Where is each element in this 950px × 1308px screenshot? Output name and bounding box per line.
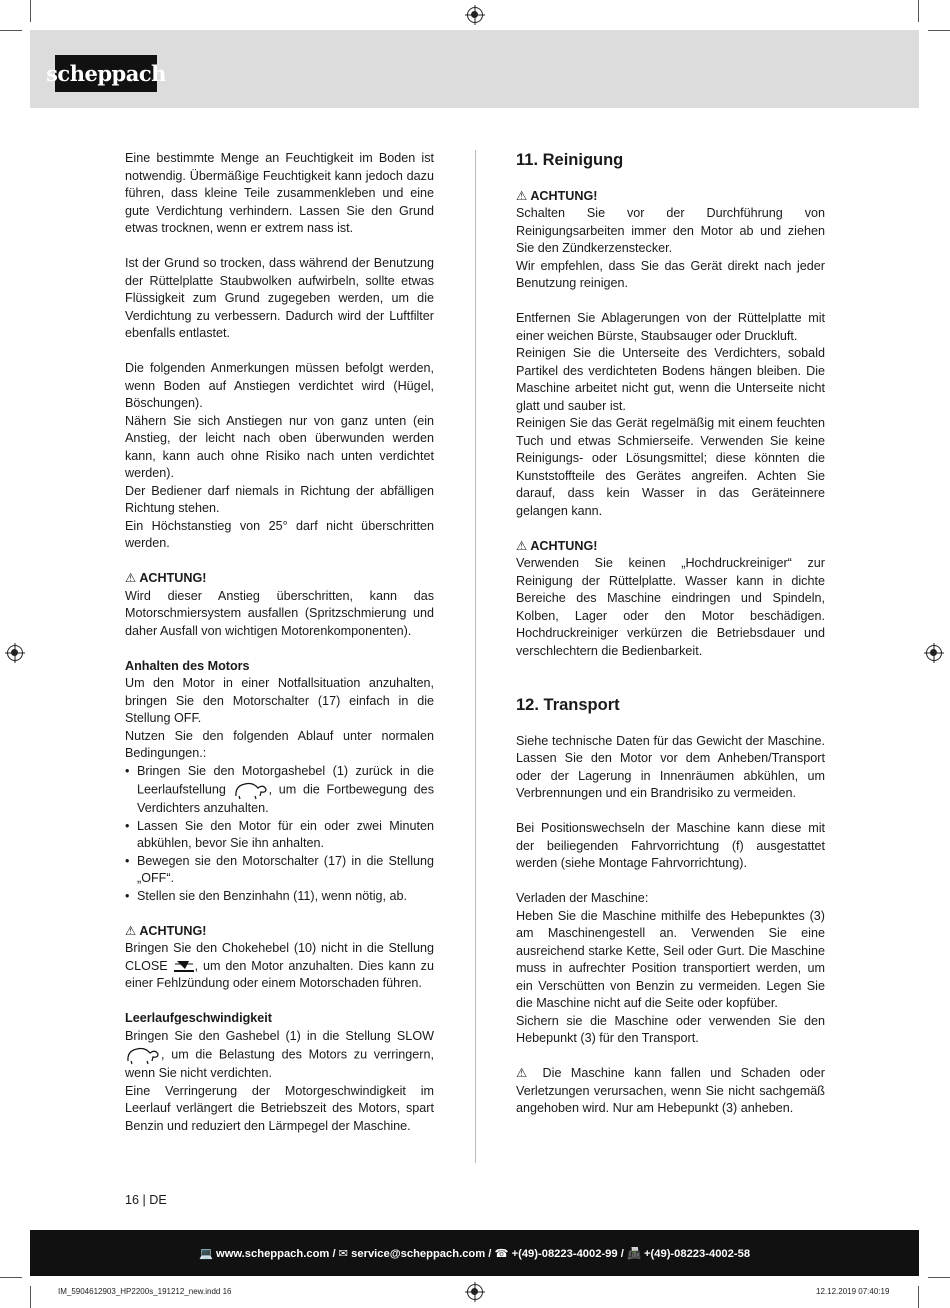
crop-mark [918,1286,919,1308]
list-item: • Stellen sie den Benzinhahn (11), wenn nötig, ab. [125,888,434,906]
crop-mark [0,30,22,31]
paragraph: Die folgenden Anmerkungen müssen befolgt werden, wenn Boden auf Anstiegen verdichtet wird (Hügel, Böschungen). [125,361,434,410]
turtle-icon [125,1045,161,1065]
text-run: , um die Belastung des Motors zu verringern, wenn Sie nicht verdichten. [125,1047,434,1080]
paragraph: Heben Sie die Maschine mithilfe des Hebepunktes (3) am Maschinengestell an. Verwenden Sie eine ausreichend starke Kette, Seil oder Gurt. Die Maschine muss in aufrechter Position transportiert werden, um ein Verschütten von Benzin zu vermeiden. Legen Sie die Maschine nicht auf die Seite oder kopfüber. [516,908,825,1010]
list-item: • Lassen Sie den Motor für ein oder zwei Minuten abkühlen, bevor Sie ihn anhalten. [125,818,434,853]
paragraph: Nähern Sie sich Anstiegen nur von ganz unten (ein Anstieg, der leicht nach oben überwunden werden kann, kann auch ohne Risiko nach unten verdichtet werden). [125,413,434,480]
list-item-text: Bringen Sie den Motorgashebel (1) zurück in die Leerlaufstellung [137,763,434,797]
paragraph: Nutzen Sie den folgenden Ablauf unter normalen Bedingungen.: [125,728,434,760]
warning-heading: ⚠ ACHTUNG! [125,571,207,585]
warning-heading: ⚠ ACHTUNG! [125,923,207,938]
crop-mark [0,1277,22,1278]
brand-logo: scheppach [55,55,157,92]
text-run: , um den Motor anzuhalten. Dies kann zu einer Fehlzündung oder einem Motorschaden führen. [125,958,434,990]
paragraph: Reinigen Sie die Unterseite des Verdichters, sobald Partikel des verdichteten Bodens hängen bleiben. Die Maschine arbeitet nicht gut, wenn die Unterseite nicht glatt und sauber ist. [516,346,825,413]
contact-footer [30,1230,919,1276]
footer-fax: 📠 +(49)-08223-4002-58 [626,1247,751,1260]
page-number: 16 | DE [125,1193,167,1207]
text-run: Bringen Sie den Chokehebel (10) nicht in die Stellung CLOSE [125,941,434,973]
paragraph: Verladen der Maschine: [516,891,649,905]
section-heading: 12. Transport [516,696,620,714]
print-slug-date: 12.12.2019 07:40:19 [816,1287,890,1296]
paragraph: Wird dieser Anstieg überschritten, kann das Motorschmiersystem ausfallen (Spritzschmierung und daher Ausfall von wichtigen Motorenkomponenten). [125,588,434,638]
crop-mark [918,0,919,22]
paragraph: Eine Verringerung der Motorgeschwindigkeit im Leerlauf verlängert die Betriebszeit des Motors, spart Benzin und reduziert den Lärmpegel der Maschine. [125,1083,434,1133]
column-divider [475,150,476,1163]
text-run: Bringen Sie den Gashebel (1) in die Stellung SLOW [125,1028,434,1043]
paragraph: Eine bestimmte Menge an Feuchtigkeit im Boden ist notwendig. Übermäßige Feuchtigkeit kann jedoch dazu führen, dass kleine Teile zusammenkleben und eine gute Verdichtung verhindern. Lassen Sie den Grund etwas trocknen, wenn er extrem nass ist. [125,151,434,235]
paragraph: Reinigen Sie das Gerät regelmäßig mit einem feuchten Tuch und etwas Schmierseife. Verwenden Sie keine Reinigungs- oder Lösungsmittel; diese könnten die Kunststoffteile des Gerätes angreifen. Achten Sie darauf, dass kein Wasser in das Geräteinnere gelangen kann. [516,416,825,518]
paragraph: Entfernen Sie Ablagerungen von der Rüttelplatte mit einer weichen Bürste, Staubsauger oder Druckluft. [516,311,825,343]
paragraph: Verwenden Sie keinen „Hochdruckreiniger“ zur Reinigung der Rüttelplatte. Wasser kann in dichte Bereiche des Maschine eindringen und Spindeln, Kolben, Lager oder den Motor beschädigen. Hochdruckreiniger verkürzen die Betriebsdauer und verschlechtern die Bedienbarkeit. [516,556,825,658]
paragraph: Ist der Grund so trocken, dass während der Benutzung der Rüttelplatte Staubwolken aufwirbeln, sollte etwas Flüssigkeit zum Grund zugegeben werden, um die Verdichtung zu verbessern. Dadurch wird der Luftfilter ebenfalls entlastet. [125,256,434,340]
right-column [516,150,825,1118]
warning-heading: ⚠ ACHTUNG! [516,538,598,553]
paragraph: Um den Motor in einer Notfallsituation anzuhalten, bringen Sie den Motorschalter (17) einfach in die Stellung OFF. [125,676,434,725]
bullet-list [125,763,434,906]
section-subheading: Leerlaufgeschwindigkeit [125,1011,272,1025]
paragraph [125,1028,434,1083]
registration-mark-icon [926,645,942,661]
paragraph: Der Bediener darf niemals in Richtung der abfälligen Richtung stehen. [125,483,434,515]
paragraph: Sichern sie die Maschine oder verwenden Sie den Hebepunkt (3) für den Transport. [516,1013,825,1045]
crop-mark [30,0,31,22]
crop-mark [928,30,950,31]
left-column [125,150,434,1135]
crop-mark [30,1286,31,1308]
list-item: • Bewegen sie den Motorschalter (17) in die Stellung „OFF“. [125,853,434,888]
paragraph: Siehe technische Daten für das Gewicht der Maschine. Lassen Sie den Motor vor dem Anheben/Transport oder der Lagerung in Innenräumen abkühlen, um Verbrennungen und ein Brandrisiko zu vermeiden. [516,733,825,800]
paragraph: Schalten Sie vor der Durchführung von Reinigungsarbeiten immer den Motor ab und ziehen Sie den Zündkerzenstecker. [516,206,825,255]
paragraph: ⚠ Die Maschine kann fallen und Schaden oder Verletzungen verursachen, wenn Sie nicht sachgemäß angehoben wird. Nur am Hebepunkt (3) anheben. [516,1066,825,1115]
section-heading: 11. Reinigung [516,151,624,169]
paragraph: Bei Positionswechseln der Maschine kann diese mit der beiliegenden Fahrvorrichtung (f) ausgestattet werden (siehe Montage Fahrvorrichtung). [516,821,825,870]
turtle-icon [233,780,269,800]
registration-mark-icon [467,1284,483,1300]
paragraph: Wir empfehlen, dass Sie das Gerät direkt nach jeder Benutzung reinigen. [516,258,825,290]
registration-mark-icon [7,645,23,661]
paragraph [125,940,434,993]
footer-phone: ☎ +(49)-08223-4002-99 / [494,1247,627,1260]
footer-web-link[interactable]: 💻 www.scheppach.com / [198,1247,339,1260]
list-item-text: , um die Fortbewegung des Verdichters anzuhalten. [137,782,434,815]
warning-heading: ⚠ ACHTUNG! [516,188,598,203]
paragraph: Ein Höchstanstieg von 25° darf nicht überschritten werden. [125,518,434,550]
list-item [125,763,434,818]
registration-mark-icon [467,7,483,23]
crop-mark [928,1277,950,1278]
section-subheading: Anhalten des Motors [125,658,250,673]
print-slug-file: IM_5904612903_HP2200s_191212_new.indd 16 [58,1287,232,1296]
choke-close-icon [173,959,195,973]
footer-email-link[interactable]: ✉ service@scheppach.com / [338,1247,495,1260]
